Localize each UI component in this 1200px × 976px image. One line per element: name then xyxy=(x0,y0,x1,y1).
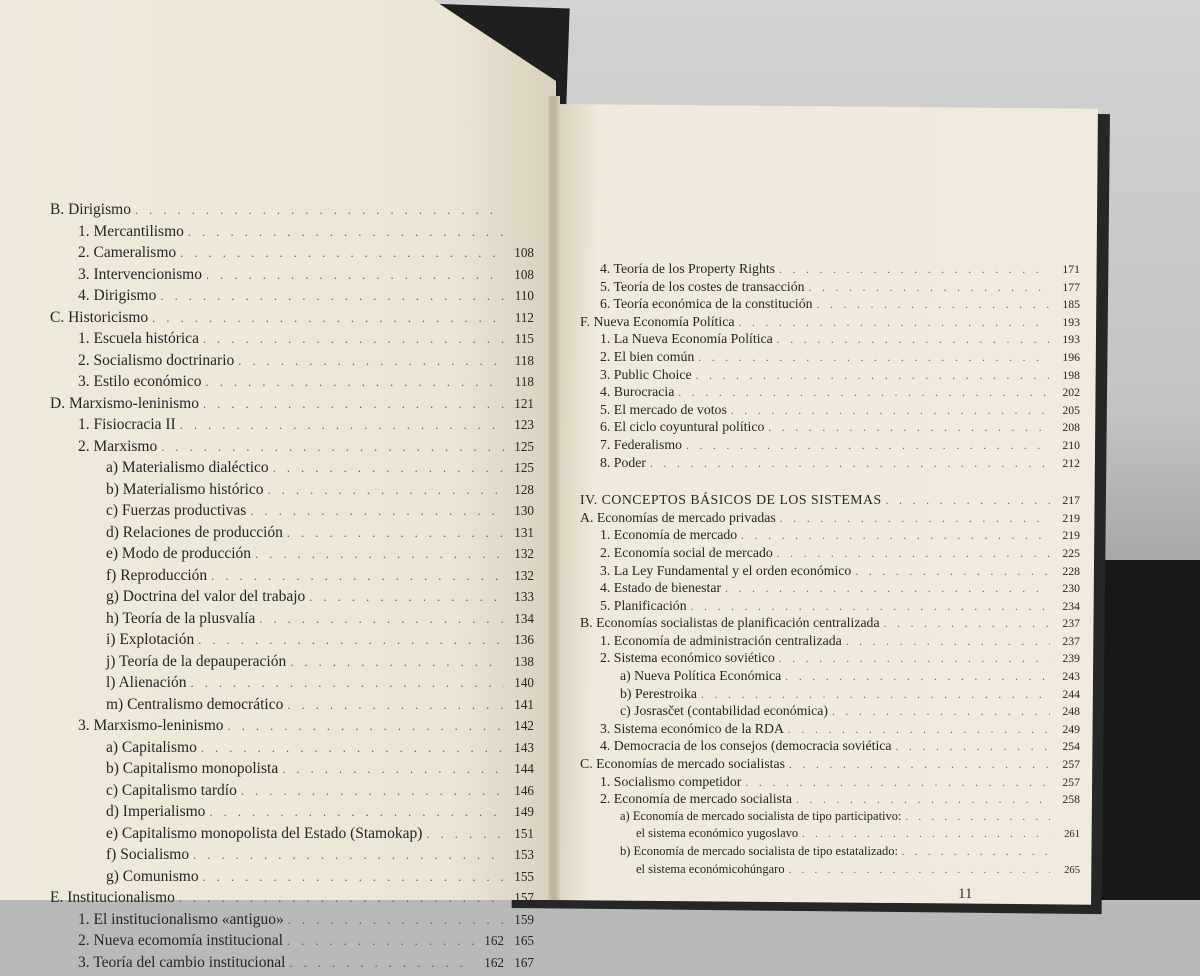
toc-entry-page: 205 xyxy=(1054,405,1080,417)
toc-entry-label: a) Economía de mercado socialista de tipo participativo: xyxy=(620,810,902,823)
toc-leader-dots xyxy=(287,527,504,539)
toc-entry-page: 108 xyxy=(508,246,534,259)
toc-entry-page: 208 xyxy=(1054,422,1080,434)
toc-entry xyxy=(50,503,534,525)
toc-leader-dots xyxy=(288,914,504,926)
toc-entry xyxy=(580,385,1080,403)
toc-entry xyxy=(50,589,534,611)
toc-entry-label: 1. El institucionalismo «antiguo» xyxy=(78,912,284,928)
toc-entry-label: 4. Democracia de los consejos (democracia soviética xyxy=(600,739,892,753)
toc-entry-page: 134 xyxy=(508,612,534,625)
toc-entry xyxy=(50,890,534,912)
toc-entry-label: g) Doctrina del valor del trabajo xyxy=(106,589,305,605)
toc-leader-dots xyxy=(209,806,504,818)
toc-entry-page: 159 xyxy=(508,913,534,926)
toc-entry-page: 121 xyxy=(508,397,534,410)
toc-entry xyxy=(50,310,534,332)
toc-entry-label: m) Centralismo democrático xyxy=(106,697,283,713)
toc-entry xyxy=(50,224,534,246)
toc-entry-page: 112 xyxy=(508,311,534,324)
toc-entry-page: 132 xyxy=(508,547,534,560)
toc-leader-dots xyxy=(238,355,504,367)
toc-entry-page: 237 xyxy=(1054,636,1080,648)
toc-entry-label: 2. Cameralismo xyxy=(78,245,176,261)
toc-entry xyxy=(50,740,534,762)
toc-entry-label: 1. Economía de administración centralizada xyxy=(600,634,842,648)
toc-entry-label: l) Alienación xyxy=(106,675,187,691)
toc-entry xyxy=(580,546,1080,564)
toc-entry-page: 131 xyxy=(508,526,534,539)
toc-entry xyxy=(580,599,1080,617)
toc-entry-label: d) Relaciones de producción xyxy=(106,525,283,541)
toc-entry-label: 2. Marxismo xyxy=(78,439,157,455)
toc-leader-dots xyxy=(691,602,1050,613)
toc-entry-label: f) Reproducción xyxy=(106,568,207,584)
toc-entry-page: 243 xyxy=(1054,671,1080,683)
toc-entry-page: 177 xyxy=(1054,282,1080,294)
toc-entry-page: 230 xyxy=(1054,583,1080,595)
toc-entry-label: a) Nueva Política Económica xyxy=(620,669,781,683)
toc-entry-page: 125 xyxy=(508,461,534,474)
toc-entry xyxy=(50,826,534,848)
toc-entry xyxy=(50,955,534,976)
toc-entry xyxy=(580,262,1080,280)
page-number: 11 xyxy=(958,886,972,903)
toc-entry-label: 6. Teoría económica de la constitución xyxy=(600,297,813,311)
toc-entry-page: 265 xyxy=(1054,866,1080,877)
toc-entry-label: A. Economías de mercado privadas xyxy=(580,511,776,525)
toc-leader-dots xyxy=(198,634,504,646)
toc-leader-dots xyxy=(725,584,1050,595)
toc-leader-dots xyxy=(701,690,1050,701)
toc-leader-dots xyxy=(203,333,504,345)
toc-entry-label: C. Historicismo xyxy=(50,310,148,326)
toc-entry-page: 185 xyxy=(1054,299,1080,311)
left-page-toc xyxy=(50,202,534,976)
book-gutter xyxy=(548,96,560,900)
toc-entry xyxy=(580,350,1080,368)
toc-leader-dots xyxy=(884,619,1050,630)
toc-leader-dots xyxy=(779,265,1050,276)
toc-entry-label: e) Capitalismo monopolista del Estado (Stamokap) xyxy=(106,826,422,842)
toc-entry-page: 130 xyxy=(508,504,534,517)
toc-leader-dots xyxy=(309,591,504,603)
toc-entry xyxy=(50,417,534,439)
toc-entry xyxy=(50,525,534,547)
toc-entry-label: 5. El mercado de votos xyxy=(600,403,727,417)
toc-entry xyxy=(50,568,534,590)
toc-entry-page: 146 xyxy=(508,784,534,797)
toc-entry-label: 2. El bien común xyxy=(600,350,694,364)
toc-entry-page: 149 xyxy=(508,805,534,818)
toc-leader-dots xyxy=(696,371,1050,382)
toc-leader-dots xyxy=(796,795,1050,806)
toc-leader-dots xyxy=(211,570,504,582)
toc-entry-page: 212 xyxy=(1054,458,1080,470)
toc-entry-page: 118 xyxy=(508,375,534,388)
toc-entry-page: 108 xyxy=(508,268,534,281)
toc-leader-dots xyxy=(273,462,504,474)
toc-entry-page: 254 xyxy=(1054,741,1080,753)
toc-leader-dots xyxy=(179,892,504,904)
toc-entry xyxy=(50,869,534,891)
toc-entry-page: 219 xyxy=(1054,530,1080,542)
toc-entry xyxy=(50,396,534,418)
toc-entry xyxy=(50,697,534,719)
toc-entry-page: 144 xyxy=(508,762,534,775)
toc-leader-dots xyxy=(259,613,504,625)
toc-entry-label: h) Teoría de la plusvalía xyxy=(106,611,255,627)
toc-leader-dots xyxy=(906,813,1051,823)
toc-entry-label: 8. Poder xyxy=(600,456,646,470)
toc-entry-page: 153 xyxy=(508,848,534,861)
toc-leader-dots xyxy=(650,459,1050,470)
toc-entry xyxy=(580,669,1080,687)
toc-entry-label: i) Explotación xyxy=(106,632,194,648)
toc-leader-dots xyxy=(886,496,1050,507)
toc-leader-dots xyxy=(287,935,474,947)
toc-entry xyxy=(580,863,1080,881)
toc-entry-label: IV. CONCEPTOS BÁSICOS DE LOS SISTEMAS xyxy=(580,493,882,507)
toc-leader-dots xyxy=(855,567,1050,578)
toc-leader-dots xyxy=(268,484,504,496)
toc-entry-page: 219 xyxy=(1054,513,1080,525)
toc-entry xyxy=(580,280,1080,298)
toc-entry-label: c) Josrasčet (contabilidad económica) xyxy=(620,704,828,718)
toc-entry-label: 3. Marxismo-leninismo xyxy=(78,718,224,734)
toc-leader-dots xyxy=(686,441,1050,452)
toc-leader-dots xyxy=(698,353,1050,364)
toc-entry-page: 151 xyxy=(508,827,534,840)
toc-entry-label: 4. Burocracia xyxy=(600,385,674,399)
toc-entry-page: 234 xyxy=(1054,601,1080,613)
toc-entry-page: 136 xyxy=(508,633,534,646)
toc-entry xyxy=(50,546,534,568)
toc-entry-page: 142 xyxy=(508,719,534,732)
toc-leader-dots xyxy=(250,505,504,517)
toc-entry xyxy=(50,288,534,310)
toc-entry-label: b) Perestroika xyxy=(620,687,697,701)
toc-leader-dots xyxy=(282,763,504,775)
toc-leader-dots xyxy=(745,778,1050,789)
toc-leader-dots xyxy=(426,828,504,840)
toc-entry xyxy=(50,847,534,869)
toc-entry-label: j) Teoría de la depauperación xyxy=(106,654,286,670)
toc-entry xyxy=(580,528,1080,546)
toc-entry-label: D. Marxismo-leninismo xyxy=(50,396,199,412)
toc-entry-label: c) Capitalismo tardío xyxy=(106,783,237,799)
toc-entry xyxy=(580,493,1080,511)
toc-entry xyxy=(50,654,534,676)
toc-entry-page: 217 xyxy=(1054,495,1080,507)
toc-entry-label: 4. Dirigismo xyxy=(78,288,156,304)
toc-entry-page: 225 xyxy=(1054,548,1080,560)
toc-entry-page: 198 xyxy=(1054,370,1080,382)
toc-entry-label: 2. Socialismo doctrinario xyxy=(78,353,234,369)
toc-entry-label: 1. Fisiocracia II xyxy=(78,417,176,433)
toc-leader-dots xyxy=(203,398,504,410)
toc-entry-page: 155 xyxy=(508,870,534,883)
toc-entry-label: el sistema económico yugoslavo xyxy=(636,827,798,840)
toc-entry-label: 5. Teoría de los costes de transacción xyxy=(600,280,805,294)
toc-entry xyxy=(580,420,1080,438)
toc-entry-page: 193 xyxy=(1054,317,1080,329)
toc-entry-page: 196 xyxy=(1054,352,1080,364)
toc-entry-page: 248 xyxy=(1054,706,1080,718)
toc-entry xyxy=(580,687,1080,705)
toc-entry xyxy=(580,564,1080,582)
toc-entry xyxy=(50,718,534,740)
toc-entry-label: a) Materialismo dialéctico xyxy=(106,460,269,476)
toc-leader-dots xyxy=(777,335,1050,346)
toc-entry xyxy=(50,353,534,375)
toc-leader-dots xyxy=(193,849,504,861)
toc-leader-dots xyxy=(768,423,1050,434)
toc-entry-page: 249 xyxy=(1054,724,1080,736)
toc-entry-label: B. Economías socialistas de planificación centralizada xyxy=(580,616,880,630)
toc-entry xyxy=(580,775,1080,793)
toc-entry-label: F. Nueva Economía Política xyxy=(580,315,734,329)
toc-entry xyxy=(50,202,534,224)
toc-entry-label: 6. El ciclo coyuntural político xyxy=(600,420,764,434)
toc-entry-page: 202 xyxy=(1054,387,1080,399)
toc-entry-label: 4. Teoría de los Property Rights xyxy=(600,262,775,276)
toc-entry-label: d) Imperialismo xyxy=(106,804,205,820)
toc-leader-dots xyxy=(241,785,504,797)
toc-entry-page: 258 xyxy=(1054,794,1080,806)
toc-entry-page: 132 xyxy=(508,569,534,582)
toc-leader-dots xyxy=(135,204,504,216)
toc-entry xyxy=(50,632,534,654)
toc-entry xyxy=(580,581,1080,599)
toc-entry-label: 7. Federalismo xyxy=(600,438,682,452)
toc-leader-dots xyxy=(678,388,1050,399)
toc-entry xyxy=(580,315,1080,333)
toc-entry-page: 193 xyxy=(1054,334,1080,346)
toc-entry-page: 140 xyxy=(508,676,534,689)
toc-leader-dots xyxy=(731,406,1050,417)
right-page-toc xyxy=(580,262,1080,880)
toc-leader-dots xyxy=(738,318,1050,329)
toc-entry-page: 171 xyxy=(1054,264,1080,276)
toc-entry xyxy=(580,845,1080,863)
toc-entry xyxy=(50,267,534,289)
toc-leader-dots xyxy=(201,742,504,754)
toc-leader-dots xyxy=(152,312,504,324)
toc-entry-label: a) Capitalismo xyxy=(106,740,197,756)
toc-entry-label: 1. Escuela histórica xyxy=(78,331,199,347)
toc-entry-label: c) Fuerzas productivas xyxy=(106,503,246,519)
toc-leader-dots xyxy=(290,656,504,668)
toc-entry-page: 237 xyxy=(1054,618,1080,630)
toc-leader-dots xyxy=(188,226,504,238)
toc-leader-dots xyxy=(180,247,504,259)
toc-entry-page: 228 xyxy=(1054,566,1080,578)
toc-entry xyxy=(580,651,1080,669)
toc-entry xyxy=(50,439,534,461)
toc-entry xyxy=(50,675,534,697)
toc-leader-dots xyxy=(180,419,504,431)
toc-entry xyxy=(580,332,1080,350)
toc-leader-dots xyxy=(160,290,504,302)
toc-entry-page: 244 xyxy=(1054,689,1080,701)
toc-entry xyxy=(580,456,1080,474)
toc-leader-dots xyxy=(287,699,504,711)
toc-leader-dots xyxy=(228,720,504,732)
toc-entry xyxy=(580,634,1080,652)
toc-leader-dots xyxy=(902,848,1050,858)
toc-entry-label: b) Economía de mercado socialista de tipo estatalizado: xyxy=(620,845,898,858)
toc-leader-dots xyxy=(191,677,505,689)
toc-leader-dots xyxy=(289,957,474,969)
toc-leader-dots xyxy=(255,548,504,560)
toc-entry xyxy=(50,611,534,633)
toc-entry xyxy=(50,331,534,353)
toc-entry xyxy=(580,704,1080,722)
toc-leader-dots xyxy=(206,376,504,388)
toc-leader-dots xyxy=(789,760,1050,771)
toc-leader-dots xyxy=(741,531,1050,542)
toc-leader-dots xyxy=(896,742,1050,753)
toc-entry-page: 210 xyxy=(1054,440,1080,452)
toc-entry-page: 162 xyxy=(478,956,504,969)
toc-entry-label: 2. Nueva ecomomía institucional xyxy=(78,933,283,949)
toc-entry-label: 1. Economía de mercado xyxy=(600,528,737,542)
toc-entry-page: 257 xyxy=(1054,777,1080,789)
toc-entry xyxy=(580,616,1080,634)
toc-entry xyxy=(50,460,534,482)
toc-entry-page: 125 xyxy=(508,440,534,453)
toc-entry-label: el sistema económicohúngaro xyxy=(636,863,785,876)
toc-entry-label: b) Capitalismo monopolista xyxy=(106,761,278,777)
toc-extra-page: 167 xyxy=(508,956,534,969)
toc-entry xyxy=(580,297,1080,315)
toc-entry-label: 2. Economía de mercado socialista xyxy=(600,792,792,806)
toc-leader-dots xyxy=(206,269,504,281)
toc-entry-page: 115 xyxy=(508,332,534,345)
toc-entry xyxy=(580,438,1080,456)
toc-entry xyxy=(50,912,534,934)
toc-entry xyxy=(50,761,534,783)
toc-entry xyxy=(50,783,534,805)
toc-entry xyxy=(580,757,1080,775)
toc-leader-dots xyxy=(785,672,1050,683)
toc-entry-label: b) Materialismo histórico xyxy=(106,482,264,498)
toc-leader-dots xyxy=(809,283,1050,294)
toc-entry-page: 110 xyxy=(508,289,534,302)
toc-entry-label: 1. Socialismo competidor xyxy=(600,775,741,789)
toc-entry-label: 5. Planificación xyxy=(600,599,687,613)
toc-entry-label: 3. Teoría del cambio institucional xyxy=(78,955,285,971)
toc-entry xyxy=(50,374,534,396)
toc-entry-page: 123 xyxy=(508,418,534,431)
toc-entry xyxy=(580,739,1080,757)
toc-leader-dots xyxy=(846,637,1050,648)
toc-entry-page: 128 xyxy=(508,483,534,496)
toc-leader-dots xyxy=(203,871,504,883)
toc-entry xyxy=(50,245,534,267)
toc-leader-dots xyxy=(161,441,504,453)
toc-entry-page: 138 xyxy=(508,655,534,668)
toc-extra-page: 165 xyxy=(508,934,534,947)
toc-entry-page: 162 xyxy=(478,934,504,947)
toc-entry-label: 1. Mercantilismo xyxy=(78,224,184,240)
toc-leader-dots xyxy=(832,707,1050,718)
toc-entry-page: 257 xyxy=(1054,759,1080,771)
toc-entry-page: 118 xyxy=(508,354,534,367)
toc-leader-dots xyxy=(817,300,1050,311)
toc-entry-label: 3. La Ley Fundamental y el orden económico xyxy=(600,564,851,578)
toc-entry xyxy=(580,403,1080,421)
toc-leader-dots xyxy=(780,514,1050,525)
toc-entry xyxy=(580,827,1080,845)
toc-entry-label: 3. Sistema económico de la RDA xyxy=(600,722,784,736)
toc-entry xyxy=(580,722,1080,740)
toc-entry-label: 2. Economía social de mercado xyxy=(600,546,773,560)
toc-entry xyxy=(580,368,1080,386)
toc-entry-label: 3. Public Choice xyxy=(600,368,692,382)
toc-entry-label: e) Modo de producción xyxy=(106,546,251,562)
toc-entry-label: g) Comunismo xyxy=(106,869,199,885)
toc-entry-label: 1. La Nueva Economía Política xyxy=(600,332,773,346)
toc-entry-page: 143 xyxy=(508,741,534,754)
toc-leader-dots xyxy=(789,866,1050,876)
toc-entry xyxy=(580,511,1080,529)
toc-leader-dots xyxy=(779,654,1050,665)
toc-entry-label: 3. Estilo económico xyxy=(78,374,202,390)
toc-entry xyxy=(580,810,1080,828)
toc-entry xyxy=(580,792,1080,810)
toc-entry-label: 3. Intervencionismo xyxy=(78,267,202,283)
toc-entry-label: 2. Sistema económico soviético xyxy=(600,651,775,665)
toc-entry-label: C. Economías de mercado socialistas xyxy=(580,757,785,771)
toc-entry-page: 239 xyxy=(1054,653,1080,665)
toc-entry-page: 133 xyxy=(508,590,534,603)
toc-entry-label: 4. Estado de bienestar xyxy=(600,581,721,595)
toc-leader-dots xyxy=(802,830,1050,840)
toc-entry xyxy=(50,804,534,826)
toc-entry-page: 261 xyxy=(1054,830,1080,841)
toc-leader-dots xyxy=(788,725,1050,736)
toc-entry-page: 157 xyxy=(508,891,534,904)
toc-leader-dots xyxy=(777,549,1050,560)
toc-entry-label: f) Socialismo xyxy=(106,847,189,863)
toc-entry xyxy=(50,482,534,504)
toc-entry-label: B. Dirigismo xyxy=(50,202,131,218)
toc-entry-page: 141 xyxy=(508,698,534,711)
toc-entry xyxy=(50,933,534,955)
toc-entry-label: E. Institucionalismo xyxy=(50,890,175,906)
